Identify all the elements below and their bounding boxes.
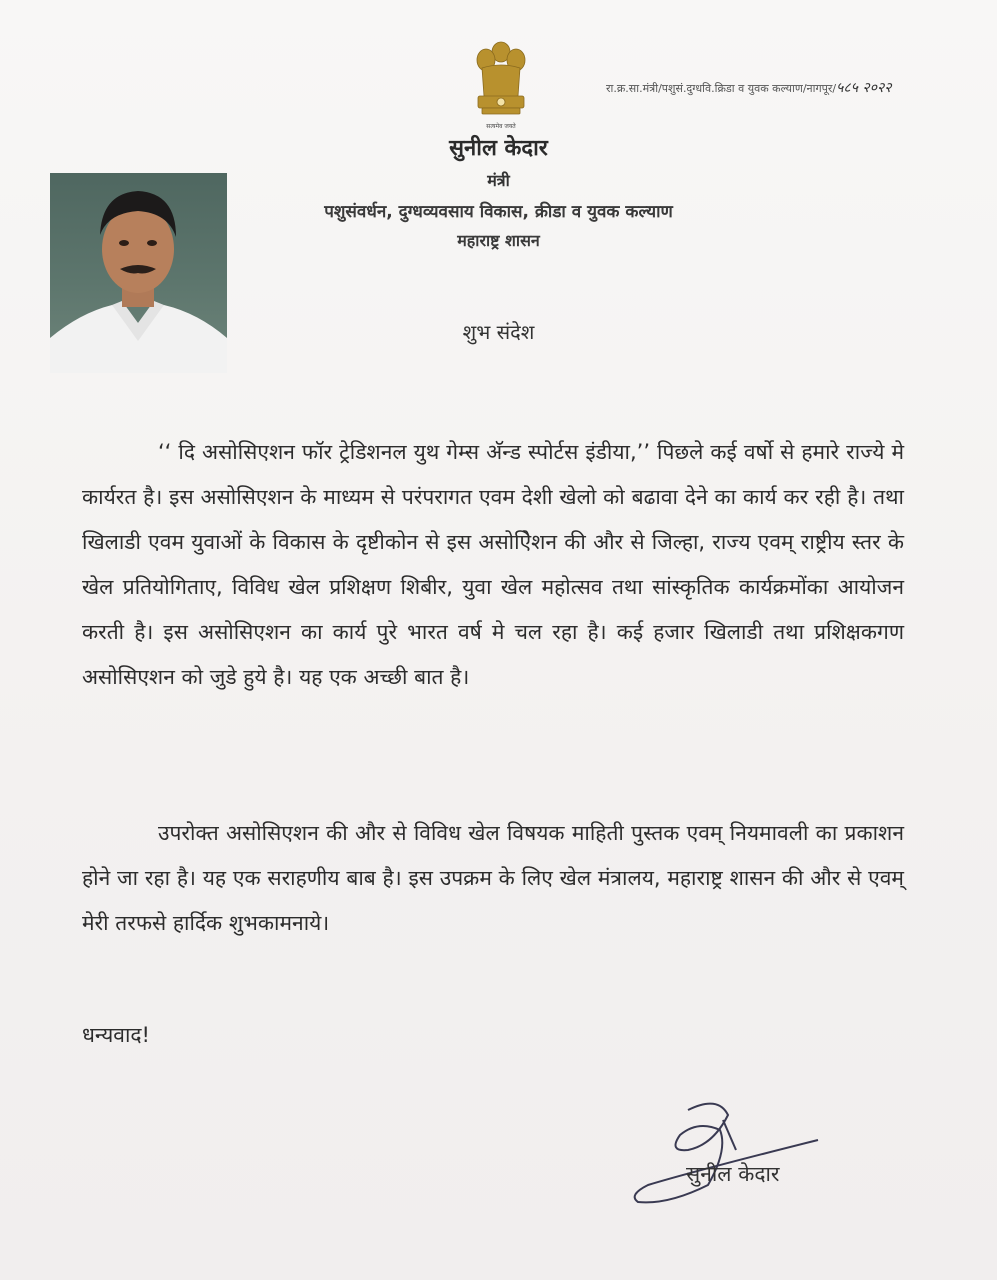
svg-text:सत्यमेव जयते: सत्यमेव जयते (486, 123, 516, 130)
designation: मंत्री (487, 171, 510, 190)
state-emblem-icon (468, 38, 534, 134)
reference-handwritten: ५८५ २०२२ (836, 80, 892, 96)
reference-number (606, 78, 996, 97)
letter-subject: शुभ संदेश (462, 320, 535, 344)
signatory-name: सुनील केदार (686, 1162, 780, 1186)
department: पशुसंवर्धन, दुग्धव्यवसाय विकास, क्रीडा व युवक कल्याण (324, 202, 673, 222)
reference-number-text: रा.क्र.सा.मंत्री/पशुसं.दुग्धवि.क्रिडा व युवक कल्याण/नागपूर/ (606, 82, 837, 95)
closing-thanks: धन्यवाद! (82, 1023, 150, 1047)
government: महाराष्ट्र शासन (457, 231, 540, 250)
paragraph-2: उपरोक्त असोसिएशन की और से विविध खेल विषयक माहिती पुस्तक एवम् नियमावली का प्रकाशन होने जा रहा है। यह एक सराहणीय बाब है। इस उपक्रम के लिए खेल मंत्रालय, महाराष्ट्र शासन की और से एवम् मेरी तरफसे हार्दिक शुभकामनाये। (82, 821, 904, 935)
signature-icon (628, 1090, 828, 1210)
paragraph-1: ‘‘ दि असोसिएशन फॉर ट्रेडिशनल युथ गेम्स अ‍ॅन्ड स्पोर्टस इंडीया,’’ पिछले कई वर्षो से हमारे राज्ये मे कार्यरत है। इस असोसिएशन के माध्यम से परंपरागत एवम देशी खेलो को बढावा देने का कार्य कर रही है। तथा खिलाडी एवम युवाओं के विकास के दृष्टीकोन से इस असोऐिशन की और से जिल्हा, राज्य एवम् राष्ट्रीय स्तर के खेल प्रतियोगिताए, विविध खेल प्रशिक्षण शिबीर, युवा खेल महोत्सव तथा सांस्कृतिक कार्यक्रमोंका आयोजन करती है। इस असोसिएशन का कार्य पुरे भारत वर्ष मे चल रहा है। कई हजार खिलाडी तथा प्रशिक्षकगण असोसिएशन को जुडे हुये है। यह एक अच्छी बात है। (82, 440, 904, 689)
minister-name: सुनील केदार (449, 136, 548, 161)
